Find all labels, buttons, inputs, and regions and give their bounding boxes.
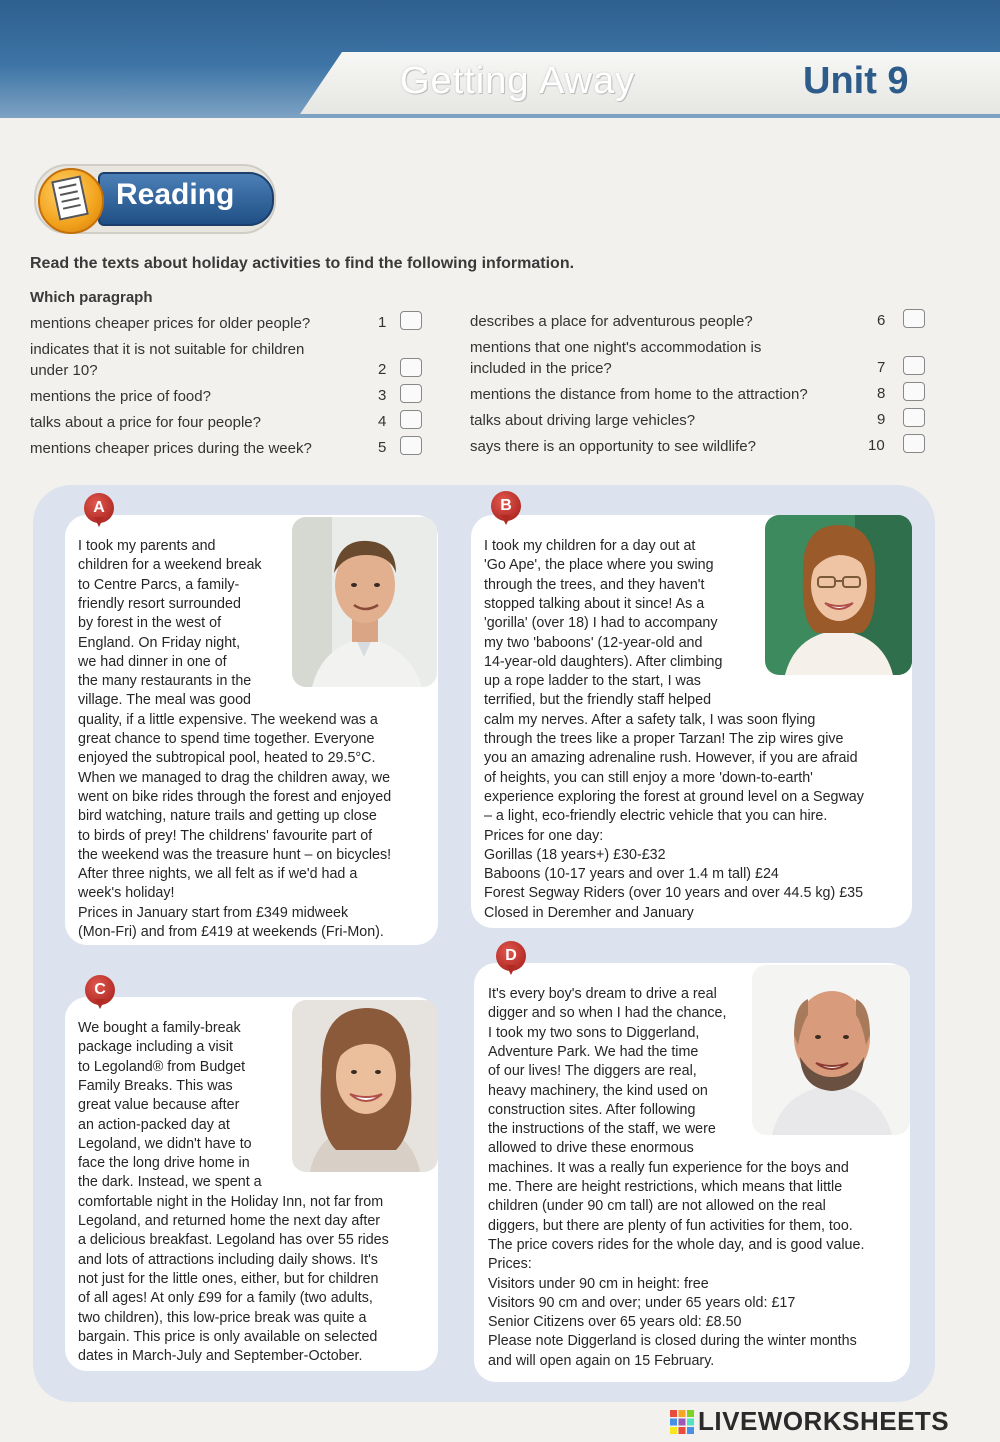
text-c-line: face the long drive home in	[78, 1155, 250, 1172]
question-9-text: talks about driving large vehicles?	[470, 412, 696, 429]
footer-logo: LIVEWORKSHEETS	[698, 1406, 950, 1436]
question-7-number: 7	[877, 359, 886, 376]
question-2-text: indicates that it is not suitable for children	[30, 341, 305, 358]
liveworksheets-logo-icon	[670, 1410, 694, 1434]
text-b-line: through the trees like a proper Tarzan! The zip wires give	[484, 731, 844, 747]
question-5-text: mentions cheaper prices during the week?	[30, 440, 312, 457]
question-4-text: talks about a price for four people?	[30, 414, 261, 431]
text-d-line: The price covers rides for the whole day, and is good value.	[488, 1236, 865, 1253]
text-d-line: It's every boy's dream to drive a real	[488, 986, 717, 1002]
text-b-line: Gorillas (18 years+) £30-£32	[484, 846, 666, 863]
task-instruction: Read the texts about holiday activities to find the following information.	[30, 255, 575, 272]
photo-woman-b	[765, 515, 912, 675]
text-b-line: 14-year-old daughters). After climbing	[484, 653, 723, 670]
text-b-line: my two 'baboons' (12-year-old and	[484, 634, 703, 651]
page-title: Getting Away	[400, 60, 636, 102]
answer-box-7[interactable]	[903, 356, 925, 375]
text-d-line: the instructions of the staff, we were	[488, 1121, 716, 1138]
text-a-line: quality, if a little expensive. The weekend was a	[78, 711, 378, 728]
text-a-line: enjoyed the subtropical pool, heated to 29.5°C.	[78, 750, 376, 767]
text-c-line: of all ages! At only £99 for a family (two adults,	[78, 1290, 373, 1307]
text-d-line: and will open again on 15 February.	[488, 1352, 715, 1369]
text-a-line: the many restaurants in the	[78, 673, 252, 690]
marker-c: C	[85, 975, 115, 1005]
question-5-number: 5	[378, 439, 387, 456]
text-b-line: 'Go Ape', the place where you swing	[484, 557, 714, 574]
text-a-line: by forest in the west of	[78, 615, 222, 632]
text-d-line: heavy machinery, the kind used on	[488, 1082, 708, 1099]
text-d-line: me. There are height restrictions, which means that little	[488, 1179, 843, 1195]
text-d-line: diggers, but there are plenty of fun activities for them, too.	[488, 1217, 853, 1234]
text-b-line: Baboons (10-17 years and over 1.4 m tall) £24	[484, 866, 779, 883]
answer-box-9[interactable]	[903, 408, 925, 427]
text-d-line: construction sites. After following	[488, 1101, 696, 1118]
text-c-line: two children), this low-price break was quite a	[78, 1309, 367, 1326]
text-a-line: bird watching, nature trails and getting up close	[78, 808, 377, 825]
text-c-line: bargain. This price is only available on selected	[78, 1328, 378, 1345]
text-b-line: through the trees, and they haven't	[484, 576, 705, 593]
question-3-text: mentions the price of food?	[30, 388, 211, 405]
text-d-line: I took my two sons to Diggerland,	[488, 1024, 700, 1041]
text-d-line: Visitors 90 cm and over; under 65 years old: £17	[488, 1294, 796, 1311]
text-a-line: to Centre Parcs, a family-	[78, 576, 240, 593]
answer-box-8[interactable]	[903, 382, 925, 401]
text-a-line: we had dinner in one of	[78, 653, 227, 670]
text-b-line: Forest Segway Riders (over 10 years and over 44.5 kg) £35	[484, 885, 864, 902]
text-b-line: calm my nerves. After a safety talk, I was soon flying	[484, 711, 816, 728]
text-b-line: you an amazing adrenaline rush. However, if you are afraid	[484, 750, 858, 767]
answer-box-10[interactable]	[903, 434, 925, 453]
text-d-line: Prices:	[488, 1256, 532, 1273]
answer-box-3[interactable]	[400, 384, 422, 403]
text-d-line: allowed to drive these enormous	[488, 1140, 694, 1157]
question-4-number: 4	[378, 413, 387, 430]
task-heading: Which paragraph	[30, 289, 153, 306]
text-d-line: Adventure Park. We had the time	[488, 1043, 699, 1060]
text-b-line: Prices for one day:	[484, 827, 604, 844]
text-a-line: friendly resort surrounded	[78, 595, 241, 612]
text-c-line: great value because after	[78, 1097, 240, 1114]
question-6-number: 6	[877, 312, 886, 329]
question-10-number: 10	[868, 437, 885, 454]
photo-man-a	[292, 517, 437, 687]
question-8-text: mentions the distance from home to the attraction?	[470, 386, 808, 403]
text-b-line: I took my children for a day out at	[484, 538, 696, 554]
text-a-line: to birds of prey! The childrens' favourite part of	[78, 827, 373, 844]
text-d-line: Visitors under 90 cm in height: free	[488, 1275, 709, 1292]
text-d-line: children (under 90 cm tall) are not allowed on the real	[488, 1198, 826, 1215]
text-b-line: – a light, eco-friendly electric vehicle that you can hire.	[484, 808, 828, 825]
answer-box-6[interactable]	[903, 309, 925, 328]
question-7-text-line2: included in the price?	[470, 360, 612, 377]
text-c-line: comfortable night in the Holiday Inn, not far from	[78, 1193, 384, 1210]
text-c-line: dates in March-July and September-October.	[78, 1348, 363, 1365]
text-d-line: digger and so when I had the chance,	[488, 1005, 727, 1022]
answer-box-4[interactable]	[400, 410, 422, 429]
text-a-line: went on bike rides through the forest and enjoyed	[78, 788, 392, 805]
text-a-line: When we managed to drag the children away, we	[78, 769, 391, 786]
text-b-line: experience exploring the forest at ground level on a Segway	[484, 788, 864, 805]
text-c-line: the dark. Instead, we spent a	[78, 1174, 262, 1191]
text-c-line: Legoland, we didn't have to	[78, 1135, 252, 1152]
marker-b: B	[491, 491, 521, 521]
text-a-line: week's holiday!	[78, 885, 175, 902]
question-8-number: 8	[877, 385, 886, 402]
text-d-line: of our lives! The diggers are real,	[488, 1063, 697, 1080]
text-d-line: Please note Diggerland is closed during the winter months	[488, 1333, 857, 1350]
text-a-line: After three nights, we all felt as if we'd had a	[78, 866, 358, 883]
text-c-line: a delicious breakfast. Legoland has over 55 rides	[78, 1232, 389, 1249]
text-a-line: Prices in January start from £349 midweek	[78, 904, 349, 921]
text-a-line: village. The meal was good	[78, 692, 251, 709]
text-b-line: 'gorilla' (over 18) I had to accompany	[484, 615, 718, 632]
question-2-number: 2	[378, 361, 387, 378]
text-b-line: Closed in Deremher and January	[484, 904, 694, 921]
text-a-line: England. On Friday night,	[78, 634, 241, 651]
text-c-line: Legoland, and returned home the next day after	[78, 1213, 381, 1229]
unit-label: Unit 9	[803, 60, 909, 102]
text-a-line: children for a weekend break	[78, 557, 262, 574]
section-label: Reading	[116, 178, 235, 211]
text-a-line: I took my parents and	[78, 538, 216, 554]
text-c-line: Family Breaks. This was	[78, 1077, 233, 1094]
photo-woman-c	[292, 1000, 438, 1172]
answer-box-5[interactable]	[400, 436, 422, 455]
question-6-text: describes a place for adventurous people?	[470, 313, 753, 330]
text-a-line: great chance to spend time together. Everyone	[78, 731, 375, 747]
text-c-line: and lots of attractions including daily shows. It's	[78, 1251, 378, 1268]
question-1-number: 1	[378, 314, 387, 331]
text-d-line: machines. It was a really fun experience for the boys and	[488, 1159, 849, 1176]
answer-box-1[interactable]	[400, 311, 422, 330]
text-c-line: not just for the little ones, either, but for children	[78, 1270, 379, 1287]
answer-box-2[interactable]	[400, 358, 422, 377]
marker-d: D	[496, 941, 526, 971]
question-1-text: mentions cheaper prices for older people?	[30, 315, 311, 332]
text-d-line: Senior Citizens over 65 years old: £8.50	[488, 1314, 742, 1331]
marker-a: A	[84, 493, 114, 523]
text-c-line: We bought a family-break	[78, 1020, 241, 1036]
text-b-line: up a rope ladder to the start, I was	[484, 673, 701, 690]
photo-man-d	[752, 965, 910, 1135]
text-b-line: stopped talking about it since! As a	[484, 595, 705, 612]
text-a-line: the weekend was the treasure hunt – on bicycles!	[78, 846, 392, 863]
text-c-line: to Legoland® from Budget	[78, 1058, 246, 1075]
question-10-text: says there is an opportunity to see wildlife?	[470, 438, 756, 455]
question-2-text-line2: under 10?	[30, 362, 98, 379]
text-b-line: of heights, you can still enjoy a more 'down-to-earth'	[484, 769, 813, 786]
question-9-number: 9	[877, 411, 886, 428]
text-c-line: an action-packed day at	[78, 1116, 230, 1133]
text-b-line: terrified, but the friendly staff helped	[484, 692, 712, 709]
text-c-line: package including a visit	[78, 1039, 233, 1056]
question-3-number: 3	[378, 387, 387, 404]
text-a-line: (Mon-Fri) and from £419 at weekends (Fri-Mon).	[78, 924, 384, 940]
question-7-text: mentions that one night's accommodation is	[470, 339, 762, 356]
